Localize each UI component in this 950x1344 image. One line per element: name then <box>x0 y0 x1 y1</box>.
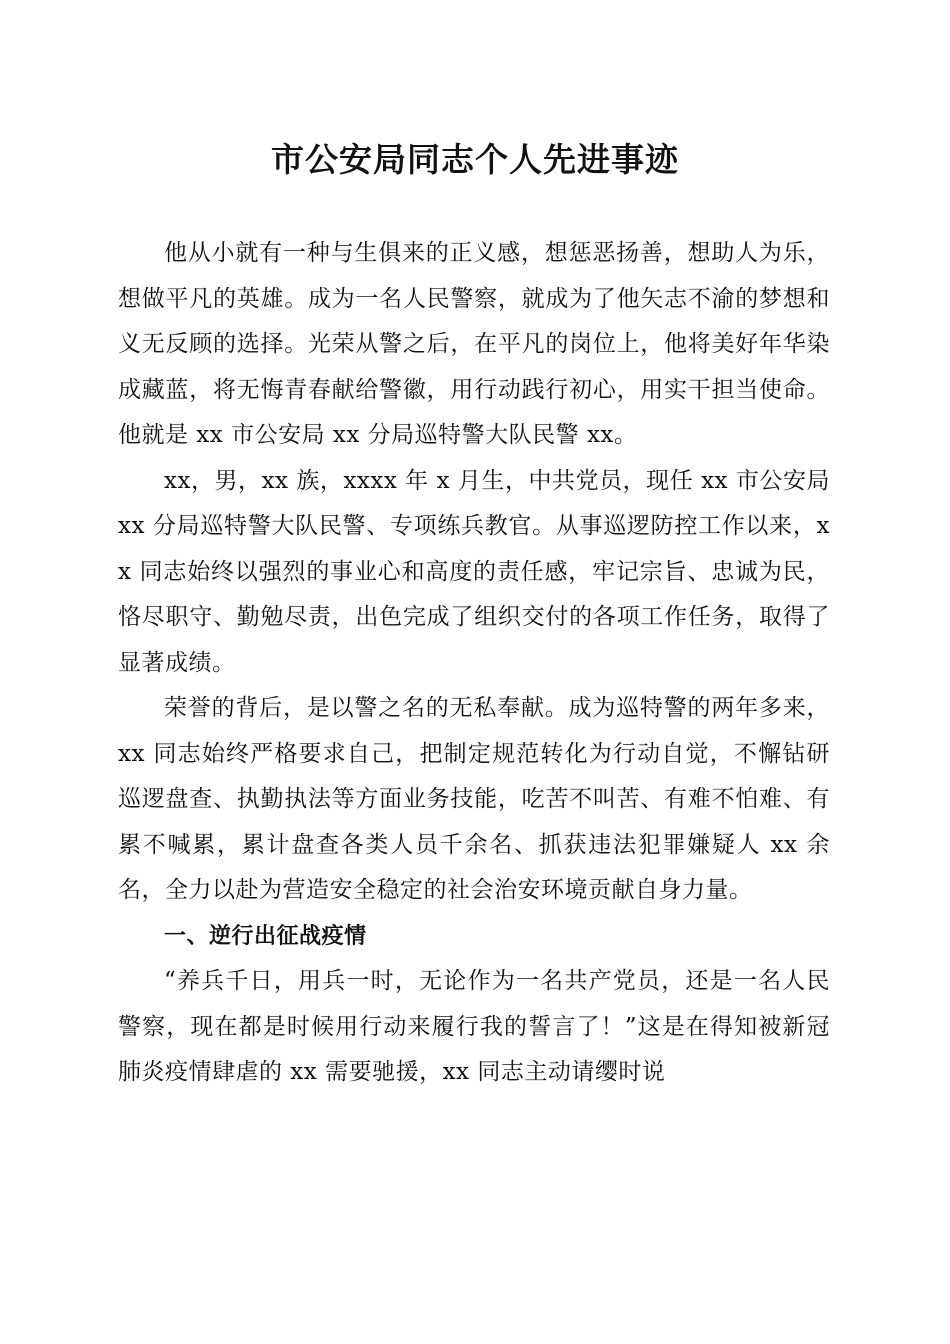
paragraph-honor: 荣誉的背后，是以警之名的无私奉献。成为巡特警的两年多来，xx 同志始终严格要求自己，把制定规范转化为行动自觉，不懈钻研巡逻盘查、执勤执法等方面业务技能，吃苦不叫苦、有难不怕难、有累不喊累，累计盘查各类人员千余名、抓获违法犯罪嫌疑人 xx 余名，全力以赴为营造安全稳定的社会治安环境贡献自身力量。 <box>118 695 830 903</box>
paragraph-section-one: “养兵千日，用兵一时，无论作为一名共产党员，还是一名人民警察，现在都是时候用行动来履行我的誓言了！”这是在得知被新冠肺炎疫情肆虐的 xx 需要驰援，xx 同志主动请缨时说 <box>118 968 830 1085</box>
paragraph-intro: 他从小就有一种与生俱来的正义感，想惩恶扬善，想助人为乐，想做平凡的英雄。成为一名人民警察，就成为了他矢志不渝的梦想和义无反顾的选择。光荣从警之后，在平凡的岗位上，他将美好年华染成藏蓝，将无悔青春献给警徽，用行动践行初心，用实干担当使命。他就是 xx 市公安局 xx 分局巡特警大队民警 xx。 <box>118 240 830 448</box>
document-body <box>118 231 830 1096</box>
paragraph-profile: xx，男，xx 族，xxxx 年 x 月生，中共党员，现任 xx 市公安局 xx 分局巡特警大队民警、专项练兵教官。从事巡逻防控工作以来，xx 同志始终以强烈的事业心和高度的责任感，牢记宗旨、忠诚为民，恪尽职守、勤勉尽责，出色完成了组织交付的各项工作任务，取得了显著成绩。 <box>118 467 830 676</box>
document-title: 市公安局同志个人先进事迹 <box>271 140 679 179</box>
section-heading: 一、逆行出征战疫情 <box>164 923 367 949</box>
